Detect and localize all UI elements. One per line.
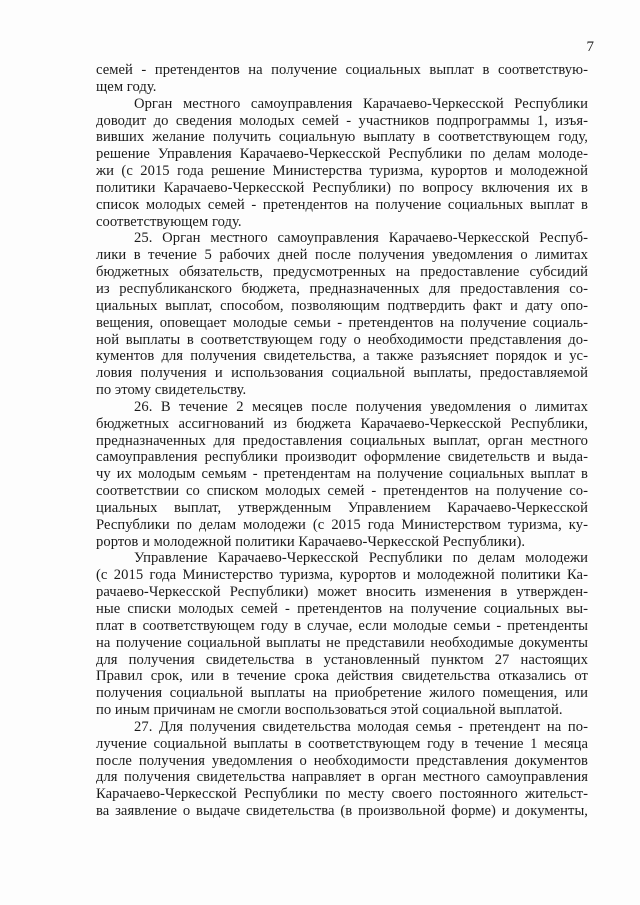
text-line: ные списки молодых семей - претендентов на получение социальных вы- [96,601,588,617]
text-line: лучение социальной выплаты в соответствующем году в течение 1 месяца [96,735,588,752]
text-line: вещения, оповещает молодые семьи - претендентов на получение социаль- [96,314,588,331]
text-line: по этому свидетельству. [96,382,247,399]
text-line: на получение социальной выплаты не представили необходимые документы [96,634,588,651]
text-line: Правил срок, или в течение срока действия свидетельства отказались от [96,668,588,685]
text-line: плат в соответствующем году в случае, если молодые семьи - претенденты [96,617,588,634]
text-line: политики Карачаево-Черкесской Республики) по вопросу включения их в [96,179,588,196]
text-line: циальных выплат, способом, позволяющим подтвердить факт и дату опо- [96,297,588,314]
text-line: чу их молодым семьям - претендентам на получение социальных выплат в [96,466,588,483]
text-line: ва заявление о выдаче свидетельства (в произвольной форме) и документы, [96,803,588,820]
text-line: ловия получения и использования социальной выплаты, предоставляемой [96,365,588,382]
text-line: предназначенных для предоставления социальных выплат, орган местного [96,432,588,449]
text-line: соответствии со списком молодых семей - претендентов на получение со- [96,483,588,500]
page-number: 7 [586,39,594,55]
text-line: для получения свидетельства в установленный пунктом 27 настоящих [96,651,588,668]
text-line: вивших желание получить социальную выплату в соответствующем году, [96,129,588,146]
text-line: доводит до сведения молодых семей - участников подпрограммы 1, изъя- [96,112,588,129]
text-line: жи (с 2015 года решение Министерства туризма, курортов и молодежной [96,163,588,180]
text-line: получения социальной выплаты на приобретение жилого помещения, или [96,685,588,702]
text-line: из республиканского бюджета, предназначенных для предоставления со- [96,280,588,297]
text-line: семей - претендентов на получение социальных выплат в соответствую- [96,62,588,78]
text-line: кументов для получения свидетельства, а также разъясняет порядок и ус- [96,348,588,365]
text-line: после получения уведомления о необходимости представления документов [96,752,588,769]
text-line: решение Управления Карачаево-Черкесской Республики по делам молоде- [96,146,588,163]
text-line: Управление Карачаево-Черкесской Республики по делам молодежи [134,550,588,567]
text-line: Республики по делам молодежи (с 2015 года Министерством туризма, ку- [96,516,588,533]
text-line: для получения свидетельства направляет в орган местного самоуправления [96,769,588,786]
text-line: бюджетных ассигнований из бюджета Карачаево-Черкесской Республики, [96,415,588,432]
text-line: Карачаево-Черкесской Республики по месту своего постоянного жительст- [96,786,588,803]
text-line: лики в течение 5 рабочих дней после получения уведомления о лимитах [96,247,588,264]
text-line: рортов и молодежной политики Карачаево-Черкесской Республики). [96,533,526,550]
text-line: самоуправления республики производит оформление свидетельств и выда- [96,449,588,466]
text-line: щем году. [96,78,157,95]
text-line: бюджетных обязательств, предусмотренных на предоставление субсидий [96,264,588,281]
body-text [96,62,588,820]
text-line: циальных выплат, утвержденным Управлением Карачаево-Черкесской [96,499,588,516]
text-line: список молодых семей - претендентов на получение социальных выплат в [96,196,588,213]
text-line: соответствующем году. [96,213,242,230]
text-line: 26. В течение 2 месяцев после получения уведомления о лимитах [134,398,588,415]
text-line: 27. Для получения свидетельства молодая семья - претендент на по- [134,718,588,735]
text-line: Орган местного самоуправления Карачаево-Черкесской Республики [134,95,588,112]
text-line: по иным причинам не смогли воспользоваться этой социальной выплатой. [96,702,563,719]
text-line: рачаево-Черкесской Республики) может вносить изменения в утвержден- [96,584,588,601]
text-line: 25. Орган местного самоуправления Карачаево-Черкесской Респуб- [134,230,588,247]
text-line: ной выплаты в соответствующем году о необходимости представления до- [96,331,588,348]
text-line: (с 2015 года Министерство туризма, курортов и молодежной политики Ка- [96,567,588,584]
